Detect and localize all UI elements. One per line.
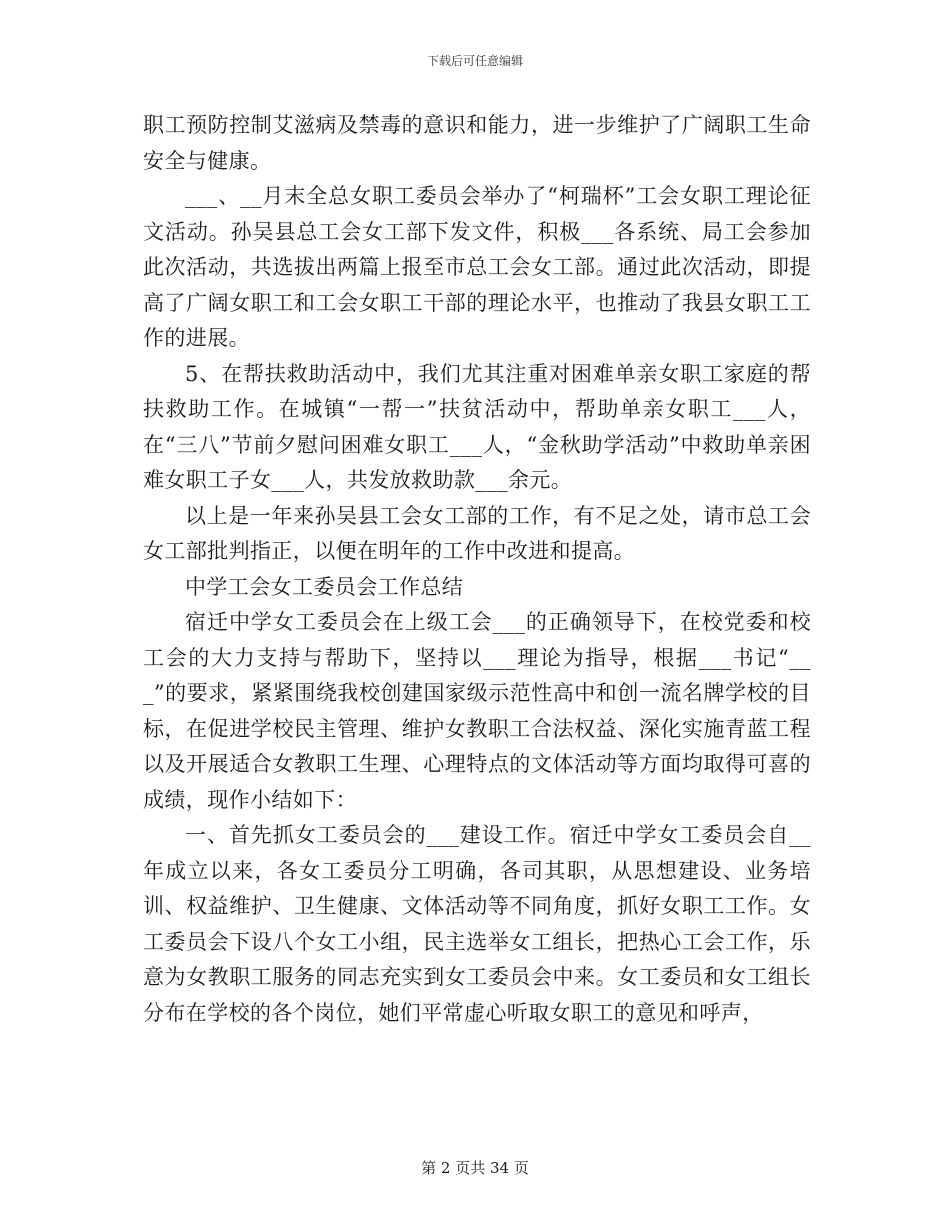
paragraph-assistance: 5、在帮扶救助活动中，我们尤其注重对困难单亲女职工家庭的帮扶救助工作。在城镇“一帮一”扶贫活动中，帮助单亲女职工___人，在“三八”节前夕慰问困难女职工___人，“金秋助学活动”中救助单亲困难女职工子女___人，共发放救助款___余元。 bbox=[143, 361, 811, 492]
document-body bbox=[143, 108, 811, 1031]
paragraph-continuation: 职工预防控制艾滋病及禁毒的意识和能力，进一步维护了广阔职工生命安全与健康。 bbox=[143, 113, 811, 173]
paragraph-closing: 以上是一年来孙吴县工会女工部的工作，有不足之处，请市总工会女工部批判指正，以便在明年的工作中改进和提高。 bbox=[143, 503, 811, 563]
page-header: 下载后可任意编辑 bbox=[426, 54, 523, 68]
page-footer: 第 2 页共 34 页 bbox=[421, 1159, 529, 1177]
paragraph-section-one: 一、首先抓女工委员会的___建设工作。宿迁中学女工委员会自__年成立以来，各女工委员分工明确，各司其职，从思想建设、业务培训、权益维护、卫生健康、文体活动等不同角度，抓好女职工工作。女工委员会下设八个女工小组，民主选举女工组长，把热心工会工作，乐意为女教职工服务的同志充实到女工委员会中来。女工委员和女工组长分布在学校的各个岗位，她们平常虚心听取女职工的意见和呼声， bbox=[143, 823, 811, 1025]
paragraph-intro: 宿迁中学女工委员会在上级工会___的正确领导下，在校党委和校工会的大力支持与帮助下，坚持以___理论为指导，根据___书记“___”的要求，紧紧围绕我校创建国家级示范性高中和创一流名牌学校的目标，在促进学校民主管理、维护女教职工合法权益、深化实施青蓝工程以及开展适合女教职工生理、心理特点的文体活动等方面均取得可喜的成绩，现作小结如下： bbox=[143, 610, 811, 812]
section-title: 中学工会女工委员会工作总结 bbox=[185, 574, 464, 599]
paragraph-essay-activity: ___、__月末全总女职工委员会举办了“柯瑞杯”工会女职工理论征文活动。孙吴县总工会女工部下发文件，积极___各系统、局工会参加此次活动，共选拔出两篇上报至市总工会女工部。通过此次活动，即提高了广阔女职工和工会女职工干部的理论水平，也推动了我县女职工工作的进展。 bbox=[143, 184, 811, 350]
